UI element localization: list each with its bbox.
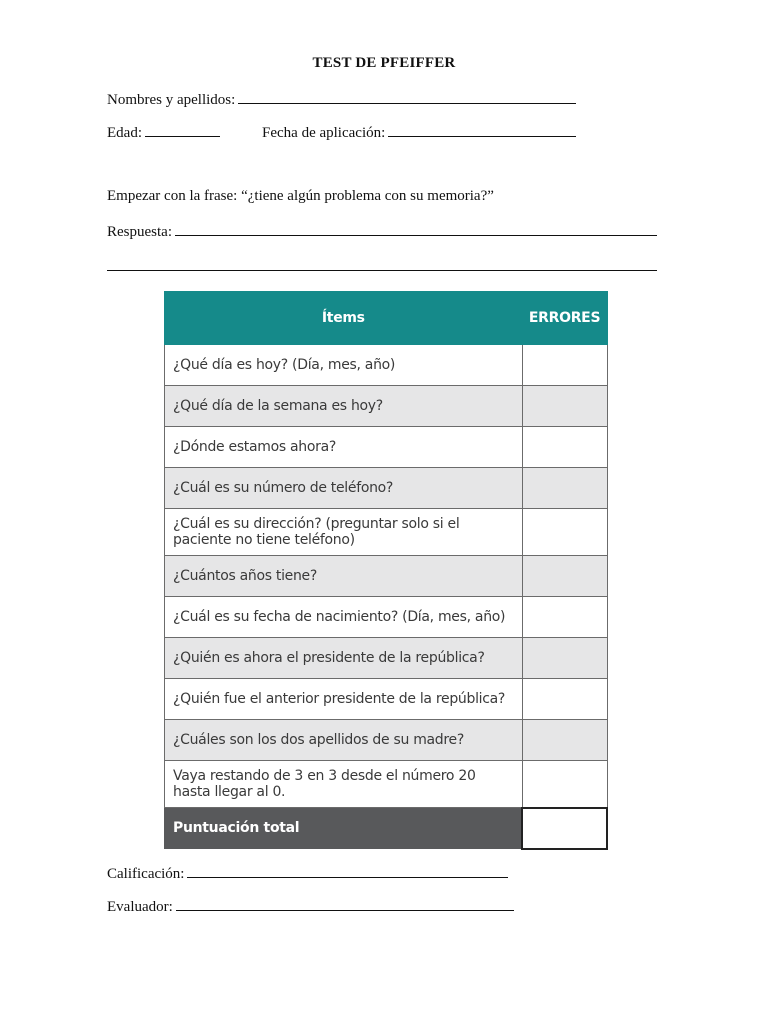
error-cell[interactable] bbox=[522, 427, 607, 468]
error-cell[interactable] bbox=[522, 509, 607, 556]
error-cell[interactable] bbox=[522, 386, 607, 427]
error-cell[interactable] bbox=[522, 720, 607, 761]
instruction-text: Empezar con la frase: “¿tiene algún problema con su memoria?” bbox=[107, 188, 494, 204]
respuesta-field[interactable] bbox=[175, 221, 657, 236]
question-cell: ¿Cuál es su número de teléfono? bbox=[165, 468, 523, 509]
error-cell[interactable] bbox=[522, 679, 607, 720]
question-cell: ¿Qué día de la semana es hoy? bbox=[165, 386, 523, 427]
question-cell: ¿Quién es ahora el presidente de la república? bbox=[165, 638, 523, 679]
fecha-label: Fecha de aplicación: bbox=[262, 125, 386, 141]
fecha-field[interactable] bbox=[388, 122, 576, 137]
error-cell[interactable] bbox=[522, 345, 607, 386]
question-cell: ¿Dónde estamos ahora? bbox=[165, 427, 523, 468]
fecha-row bbox=[262, 122, 576, 142]
table-row bbox=[165, 720, 608, 761]
table-row bbox=[165, 427, 608, 468]
question-cell: ¿Cuántos años tiene? bbox=[165, 556, 523, 597]
total-row bbox=[165, 808, 608, 849]
nombres-row bbox=[107, 89, 576, 109]
nombres-field[interactable] bbox=[238, 89, 576, 104]
calificacion-label: Calificación: bbox=[107, 866, 185, 882]
evaluador-field[interactable] bbox=[176, 896, 514, 911]
error-cell[interactable] bbox=[522, 638, 607, 679]
question-cell: ¿Cuáles son los dos apellidos de su madre? bbox=[165, 720, 523, 761]
table-row bbox=[165, 386, 608, 427]
table-row bbox=[165, 468, 608, 509]
question-cell: Vaya restando de 3 en 3 desde el número 20 hasta llegar al 0. bbox=[165, 761, 523, 808]
edad-field[interactable] bbox=[145, 122, 220, 137]
respuesta-row bbox=[107, 221, 657, 241]
question-cell: ¿Cuál es su dirección? (preguntar solo si el paciente no tiene teléfono) bbox=[165, 509, 523, 556]
question-cell: ¿Qué día es hoy? (Día, mes, año) bbox=[165, 345, 523, 386]
table-row bbox=[165, 638, 608, 679]
table-row bbox=[165, 597, 608, 638]
error-cell[interactable] bbox=[522, 556, 607, 597]
table-row bbox=[165, 509, 608, 556]
nombres-label: Nombres y apellidos: bbox=[107, 92, 236, 108]
pfeiffer-table bbox=[164, 291, 608, 850]
question-cell: ¿Cuál es su fecha de nacimiento? (Día, mes, año) bbox=[165, 597, 523, 638]
header-errores: ERRORES bbox=[522, 292, 607, 345]
error-cell[interactable] bbox=[522, 597, 607, 638]
page-title: TEST DE PFEIFFER bbox=[312, 55, 456, 71]
respuesta-label: Respuesta: bbox=[107, 224, 172, 240]
table-row bbox=[165, 556, 608, 597]
error-cell[interactable] bbox=[522, 761, 607, 808]
question-cell: ¿Quién fue el anterior presidente de la república? bbox=[165, 679, 523, 720]
respuesta-continuation-line[interactable] bbox=[107, 270, 657, 271]
evaluador-row bbox=[107, 896, 514, 916]
edad-label: Edad: bbox=[107, 125, 142, 141]
evaluador-label: Evaluador: bbox=[107, 899, 173, 915]
header-items: Ítems bbox=[165, 292, 523, 345]
calificacion-row bbox=[107, 863, 508, 883]
table-row bbox=[165, 679, 608, 720]
edad-row bbox=[107, 122, 220, 142]
table-row bbox=[165, 761, 608, 808]
table-row bbox=[165, 345, 608, 386]
total-label: Puntuación total bbox=[165, 808, 523, 849]
calificacion-field[interactable] bbox=[187, 863, 508, 878]
error-cell[interactable] bbox=[522, 468, 607, 509]
total-score-cell[interactable] bbox=[522, 808, 607, 849]
